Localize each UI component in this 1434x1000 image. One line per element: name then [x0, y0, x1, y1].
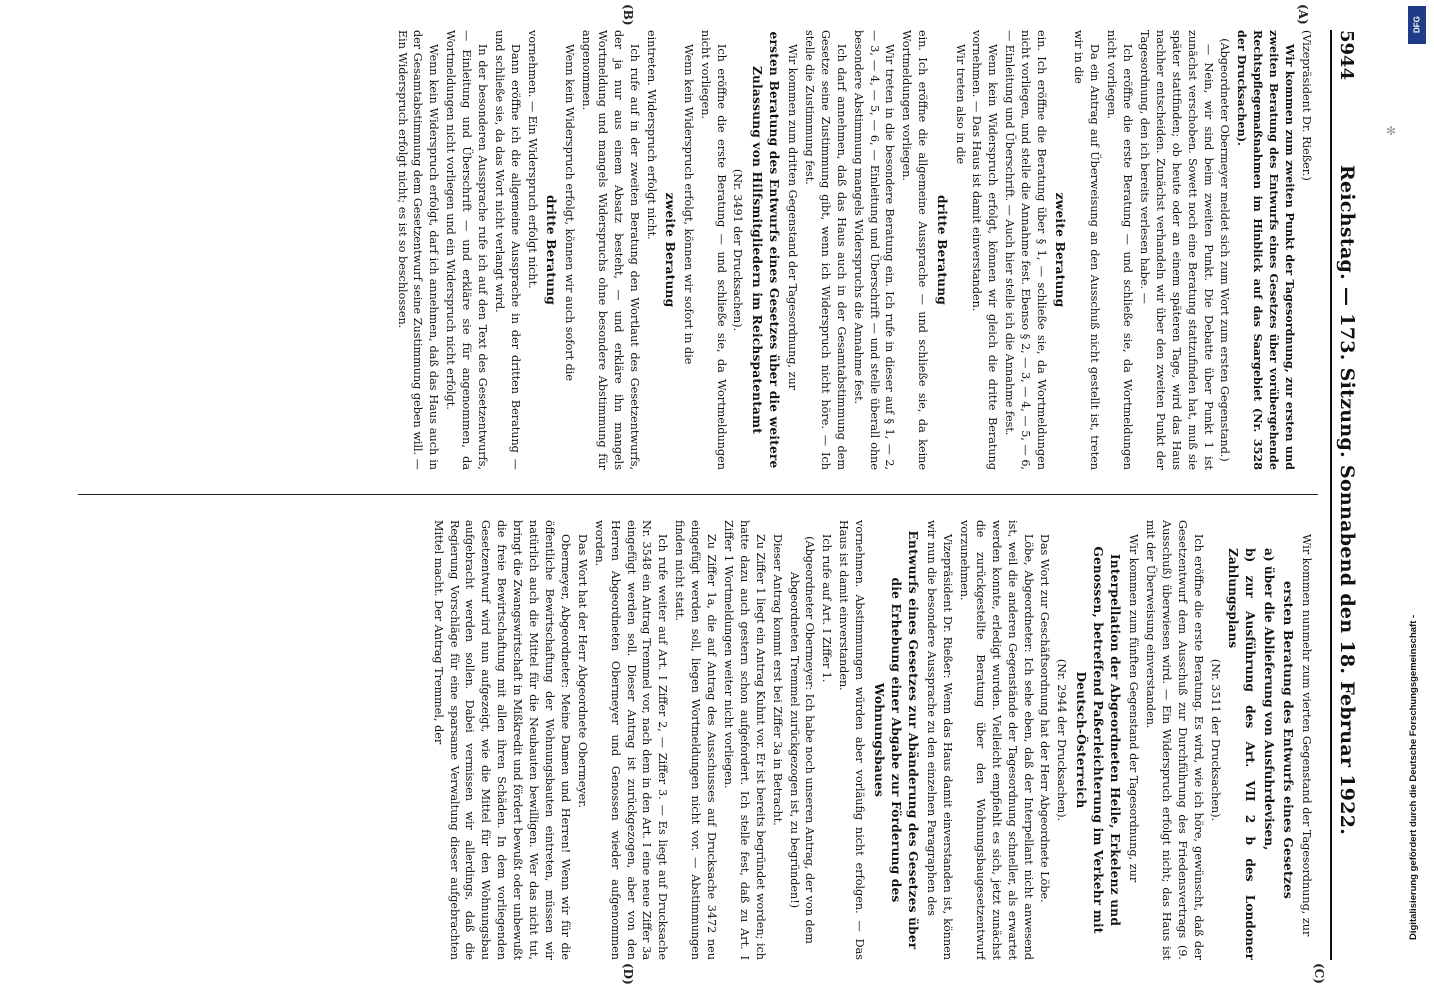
- paragraph: Ich eröffne die erste Beratung. Es wird, wie ich höre, gewünscht, daß der Gesetzentwurf dem Ausschuß zur Durchführung des Friedensvertrags (9. Ausschuß) überwiesen wird. — Ein Widerspruch erfolgt nicht; das Haus ist mit der Überweisung einverstanden.: [1144, 520, 1205, 960]
- paragraph: Wenn kein Widerspruch erfolgt, darf ich annehmen, daß das Haus auch in der Gesamtabstimmung dem Gesetzentwurf seine Zustimmung geben will. — Ein Widerspruch erfolgt nicht; es ist so beschlossen.: [395, 30, 441, 470]
- margin-marker-b: (B): [621, 4, 635, 26]
- interjection: (Abgeordneter Obermeyer meldet sich zum Wort zum ersten Gegenstand.): [1218, 38, 1232, 462]
- paragraph: Das Wort hat der Herr Abgeordnete Obermeyer.: [575, 534, 589, 808]
- digitization-credit: Digitalisierung gefördert durch die Deutsche Forschungsgemeinschaft -: [1408, 614, 1419, 940]
- section-subheading: b) zur Ausführung des Art. VII 2 b des Londoner Zahlungsplans: [1226, 548, 1258, 960]
- section-heading: Entwurfs eines Gesetzes zur Abänderung des Gesetzes über die Erhebung einer Abgabe zur Förderung des Wohnungsbaues: [871, 530, 921, 950]
- left-column: [84, 30, 1314, 470]
- margin-marker-a: (A): [1296, 4, 1310, 25]
- margin-marker-c: (C): [1312, 963, 1326, 984]
- paragraph: (Nr. 3511 der Drucksachen).: [1208, 658, 1222, 822]
- paragraph: Wir treten also in die: [953, 44, 967, 165]
- paragraph: Wir kommen zum zweiten Punkt der Tagesordnung, zur ersten und zweiten Beratung des Entwurfs eines Gesetzes über vorübergehende Rechtspflegemaßnahmen im Hinblick auf das Saargebiet (Nr. 3528 der Drucksachen).: [1235, 30, 1298, 470]
- paragraph: Ich rufe weiter auf Art. I Ziffer 2, — Ziffer 3. — Es liegt auf Drucksache Nr. 3548 ein Antrag Tremmel vor, nach dem in den Art. I eine neue Ziffer 3a eingefügt werden soll. Dieser Antrag ist zurückgezogen, aber von den Herren Abgeordneten Obermeyer und Genossen wieder aufgenommen worden.: [592, 520, 670, 960]
- interjection: (Abgeordneter Obermeyer: Ich habe noch unseren Antrag, der von dem Abgeordneten Tremmel zurückgezogen ist, zu begründen!): [787, 536, 817, 944]
- paragraph: ein. Ich eröffne die Beratung über § 1, — schließe sie, da Wortmeldungen nicht vorliegen, und stelle die Annahme fest. Ebenso § 2, — 3, — 4, — 5, — 6, — Einleitung und Überschrift. — Auch hier stelle ich die Annahme fest.: [1003, 30, 1049, 470]
- page-number: 5944: [1336, 30, 1357, 81]
- paragraph: Wenn kein Widerspruch erfolgt, können wir sofort in die: [681, 44, 695, 365]
- paragraph: Wenn kein Widerspruch erfolgt, können wir gleich die dritte Beratung vornehmen. — Das Haus ist damit einverstanden.: [970, 30, 1000, 470]
- paragraph: In der besonderen Aussprache rufe ich auf den Text des Gesetzentwurfs, — Einleitung und Überschrift — und erkläre sie für angenommen, da Wortmeldungen nicht vorliegen und ein Widerspruch nicht erfolgt.: [444, 30, 490, 470]
- rotated-page: [70, 4, 1370, 985]
- paragraph: eintreten. Widerspruch erfolgt nicht.: [644, 30, 658, 240]
- scan-speck-icon: ✻: [1386, 124, 1397, 138]
- speaker-note: (Vizepräsident Dr. Rießer.): [1300, 30, 1313, 181]
- paragraph: ein. Ich eröffne die allgemeine Aussprache — und schließe sie, da keine Wortmeldungen vorliegen.: [900, 30, 930, 470]
- paragraph: Obermeyer, Abgeordneter: Meine Damen und Herren! Wenn wir für die öffentliche Bewirtschaftung der Wohnungsbauten eintreten, müssen wir natürlich auch die Mittel für die Neubauten bewilligen. Wer das nicht tut, bringt die Zwangswirtschaft in Mißkredit und fördert bewußt oder unbewußt die freie Bewirtschaftung mit allen ihren Schäden. In dem vorliegenden Gesetzentwurf wird nun aufgezeigt, wie die Mittel für den Wohnungsbau aufgebracht werden sollen. Dabei vermissen wir allerdings, daß die Regierung Vorschläge für eine sparsame Verwaltung dieser aufgebrachten Mittel macht. Der Antrag Tremmel, der: [431, 520, 572, 960]
- paragraph: Löbe, Abgeordneter: Ich sehe eben, daß der Interpellant nicht anwesend ist, weil die anderen Gegenstände der Tagesordnung schneller, als erwartet werden konnte, erledigt wurden. Vielleicht empfiehlt es sich, jetzt zunächst die zurückgestellte Beratung über den Wohnungsbaugesetzentwurf vorzunehmen.: [957, 520, 1035, 960]
- paragraph: Zu Ziffer 1 liegt ein Antrag Kuhnt vor. Er ist bereits begründet worden; ich hatte dazu auch gestern schon aufgefordert. Ich stelle fest, daß zu Art. I Ziffer 1 Wortmeldungen weiter nicht vorliegen.: [721, 520, 767, 960]
- column-divider: [78, 494, 1318, 495]
- paragraph: Da ein Antrag auf Überweisung an den Ausschuß nicht gestellt ist, treten wir in die: [1072, 30, 1102, 470]
- section-heading: zweite Beratung: [662, 192, 677, 308]
- paragraph: Wir kommen zum dritten Gegenstand der Tagesordnung, zur: [786, 44, 800, 391]
- paragraph: Ich darf annehmen, daß das Haus auch in der Gesamtabstimmung dem Gesetze seine Zustimmung gibt, wenn ich Widerspruch nicht höre. — Ich stelle die Zustimmung fest.: [802, 30, 848, 470]
- paragraph: Ich rufe auf Art. I Ziffer 1.: [820, 534, 834, 683]
- paragraph: Ich eröffne die erste Beratung — und schließe sie, da Wortmeldungen nicht vorliegen.: [698, 30, 728, 470]
- section-heading: dritte Beratung: [934, 194, 949, 306]
- paragraph: Dann eröffne ich die allgemeine Aussprache in der dritten Beratung — und schließe sie, da das Wort nicht verlangt wird.: [492, 30, 522, 470]
- paragraph: Wir kommen nunmehr zum vierten Gegenstand der Tagesordnung, zur: [1300, 534, 1313, 937]
- paragraph: Wir kommen zum fünften Gegenstand der Tagesordnung, zur: [1127, 534, 1141, 883]
- section-subheading: a) über die Ablieferung von Ausfuhrdevisen,: [1261, 548, 1276, 851]
- paragraph: vornehmen. — Ein Widerspruch erfolgt nicht.: [525, 30, 539, 289]
- paragraph: Dieser Antrag kommt erst bei Ziffer 3a in Betracht.: [770, 534, 784, 826]
- paragraph: — Nein, wir sind beim zweiten Punkt. Die Debatte über Punkt 1 ist zunächst verschoben. Sowett noch eine Beratung stattzufinden hat, muß sie später stattfinden; ob heute oder an einem späteren Tage, wird das Haus nachher entscheiden. Zunächst verhandeln wir über den zweiten Punkt der Tagesordnung, den ich bereits verlesen habe. —: [1137, 30, 1215, 470]
- paragraph: vornehmen. Abstimmungen würden aber vorläufig nicht erfolgen. — Das Haus ist damit einverstanden.: [837, 520, 867, 960]
- section-heading: dritte Beratung: [544, 194, 559, 306]
- section-heading: ersten Beratung des Entwurfs eines Gesetzes über die weitere Zulassung von Hilfsmitgliedern im Reichspatentamt: [749, 31, 782, 469]
- paragraph: (Nr. 2944 der Drucksachen).: [1055, 658, 1069, 822]
- page-running-title: Reichstag. — 173. Sitzung. Sonnabend den 18. Februar 1922.: [1336, 164, 1358, 836]
- section-heading: zweite Beratung: [1053, 192, 1068, 308]
- right-column: [84, 520, 1314, 960]
- paragraph: Ich eröffne die erste Beratung — und schließe sie, da Wortmeldungen nicht vorliegen.: [1105, 30, 1135, 470]
- paragraph: Vizepräsident Dr. Rießer: Wenn das Haus damit einverstanden ist, können wir nun die besondere Aussprache zu den einzelnen Paragraphen des: [925, 520, 955, 960]
- paragraph: (Nr. 3491 der Drucksachen).: [731, 168, 745, 332]
- paragraph: Wir treten in die besondere Beratung ein. Ich rufe in dieser auf § 1, — 2, — 3, — 4, — 5, — 6, — Einleitung und Überschrift — und stelle überall ohne besondere Abstimmung mangels Widerspruchs die Annahme fest.: [851, 30, 897, 470]
- page-header: [1330, 30, 1370, 960]
- margin-marker-d: (D): [621, 963, 635, 985]
- paragraph: Zu Ziffer 1a, die auf Antrag des Ausschusses auf Drucksache 3472 neu eingefügt werden soll, liegen Wortmeldungen nicht vor. — Abstimmungen finden nicht statt.: [673, 520, 719, 960]
- dfg-logo: DFG: [1408, 6, 1426, 44]
- paragraph: Ich rufe auf in der zweiten Beratung den Wortlaut des Gesetzentwurfs, der ja nur aus einem Absatz besteht, — und erkläre ihn mangels Wortmeldung und mangels Widerspruchs ohne besondere Abstimmung für angenommen.: [579, 30, 641, 470]
- section-heading: Interpellation der Abgeordneten Heile, Erkelenz und Genossen, betreffend Paßerleichterung im Verkehr mit Deutsch-Österreich: [1073, 546, 1123, 934]
- section-heading: ersten Beratung des Entwurfs eines Gesetzes: [1281, 581, 1296, 899]
- paragraph: Das Wort zur Geschäftsordnung hat der Herr Abgeordnete Löbe.: [1038, 534, 1052, 903]
- paragraph: Wenn kein Widerspruch erfolgt, können wir auch sofort die: [563, 44, 577, 381]
